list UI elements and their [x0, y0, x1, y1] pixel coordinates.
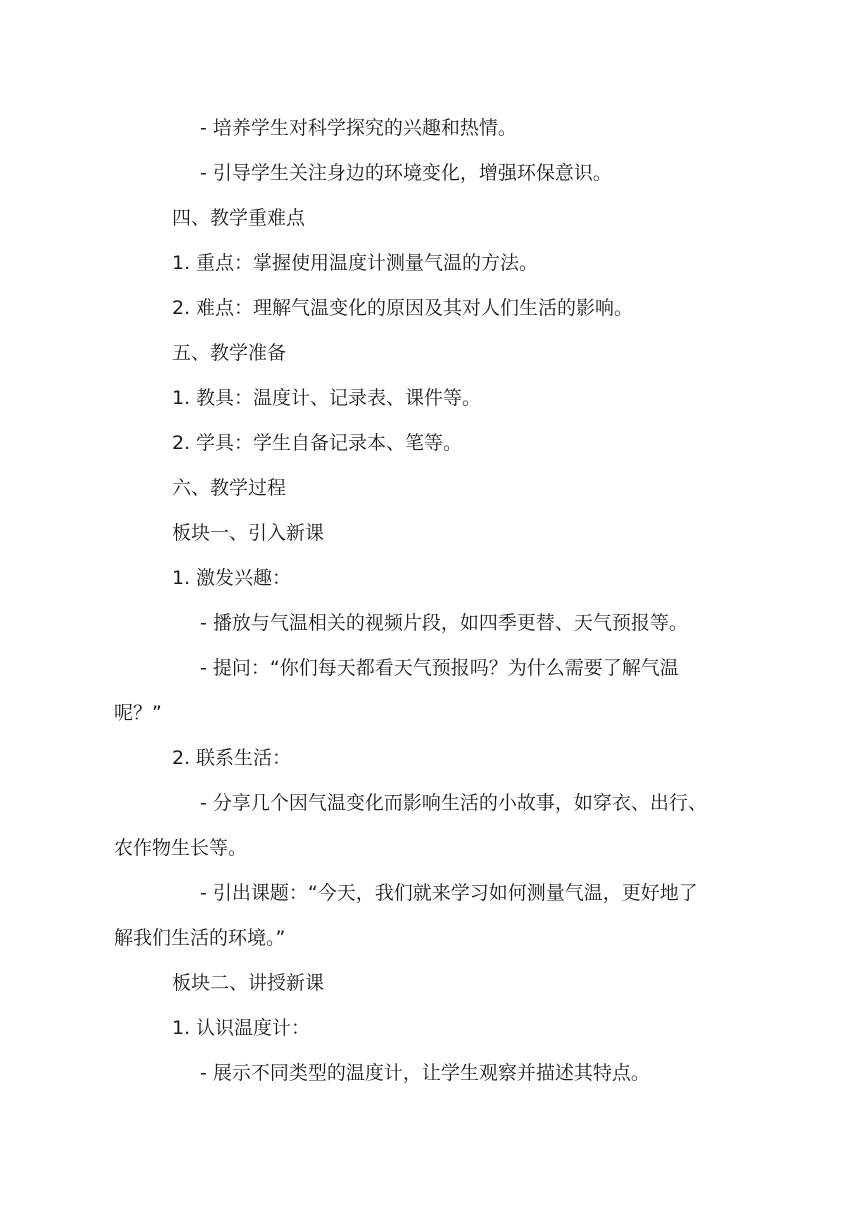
bullet-line: - 引导学生关注身边的环境变化，增强环保意识。 [200, 162, 612, 184]
numbered-item [0, 431, 860, 455]
numbered-item [0, 746, 860, 770]
bullet-line: - 引出课题：“今天，我们就来学习如何测量气温，更好地了 [200, 882, 698, 904]
numbered-item [0, 296, 860, 320]
item-number: 2. [172, 432, 191, 454]
item-text: 学具：学生自备记录本、笔等。 [196, 432, 463, 454]
bullet-continuation: 农作物生长等。 [114, 837, 248, 859]
numbered-item [0, 1016, 860, 1040]
numbered-item [0, 566, 860, 590]
item-text: 难点：理解气温变化的原因及其对人们生活的影响。 [196, 297, 634, 319]
bullet-line: - 提问：“你们每天都看天气预报吗？为什么需要了解气温 [200, 657, 679, 679]
bullet-line: - 培养学生对科学探究的兴趣和热情。 [200, 117, 517, 139]
bullet-line: - 展示不同类型的温度计，让学生观察并描述其特点。 [200, 1062, 650, 1084]
bullet-line: - 播放与气温相关的视频片段，如四季更替、天气预报等。 [200, 612, 688, 634]
item-number: 1. [172, 387, 191, 409]
bullet-continuation: 呢？” [114, 702, 162, 724]
block-heading: 板块二、讲授新课 [172, 972, 325, 994]
item-number: 1. [172, 1017, 191, 1039]
item-text: 认识温度计： [196, 1017, 311, 1039]
bullet-line: - 分享几个因气温变化而影响生活的小故事，如穿衣、出行、 [200, 792, 707, 814]
item-number: 2. [172, 747, 191, 769]
item-number: 2. [172, 297, 191, 319]
item-text: 激发兴趣： [196, 567, 292, 589]
section-heading: 五、教学准备 [172, 342, 287, 364]
item-text: 教具：温度计、记录表、课件等。 [196, 387, 482, 409]
section-heading: 六、教学过程 [172, 477, 287, 499]
numbered-item [0, 386, 860, 410]
section-heading: 四、教学重难点 [172, 207, 306, 229]
bullet-continuation: 解我们生活的环境。” [114, 927, 286, 949]
block-heading: 板块一、引入新课 [172, 522, 325, 544]
item-text: 重点：掌握使用温度计测量气温的方法。 [196, 252, 539, 274]
item-number: 1. [172, 567, 191, 589]
item-text: 联系生活： [196, 747, 292, 769]
item-number: 1. [172, 252, 191, 274]
numbered-item [0, 251, 860, 275]
